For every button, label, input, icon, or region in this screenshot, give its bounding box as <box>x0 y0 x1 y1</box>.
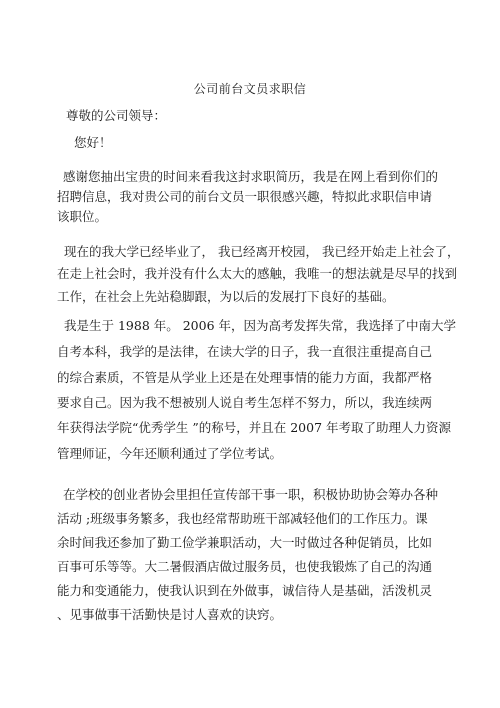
paragraph-3-line-2: 自考本科，我学的是法律，在读大学的日子，我一直很注重提高自己 <box>57 344 433 359</box>
paragraph-4-line-2: 活动 ;班级事务繁多，我也经常帮助班干部减轻他们的工作压力。课 <box>57 511 428 526</box>
paragraph-2-line-1: 现在的我大学已经毕业了， 我已经离开校园， 我已经开始走上社会了， <box>64 244 460 259</box>
paragraph-2-line-3: 工作，在社会上先站稳脚跟，为以后的发展打下良好的基础。 <box>57 289 395 304</box>
paragraph-2-line-2: 在走上社会时，我并没有什么太大的感触，我唯一的想法就是尽早的找到 <box>57 266 458 281</box>
paragraph-4-line-5: 能力和变通能力，使我认识到在外做事，诚信待人是基础，活泼机灵 <box>57 583 433 598</box>
greeting: 您好！ <box>74 135 112 150</box>
paragraph-3-line-3: 的综合素质，不管是从学业上还是在处理事情的能力方面，我都严格 <box>57 370 433 385</box>
paragraph-1-line-1: 感谢您抽出宝贵的时间来看我这封求职简历，我是在网上看到你们的 <box>63 169 439 184</box>
paragraph-3-line-5: 年获得法学院“优秀学生 ”的称号，并且在 2007 年考取了助理人力资源 <box>57 420 452 435</box>
salutation: 尊敬的公司领导： <box>66 108 167 123</box>
paragraph-4-line-6: 、见事做事干活勤快是讨人喜欢的诀窍。 <box>57 607 283 622</box>
page-title: 公司前台文员求职信 <box>193 82 307 96</box>
paragraph-3-line-6: 管理师证，今年还顺利通过了学位考试。 <box>57 446 283 461</box>
paragraph-4-line-1: 在学校的创业者协会里担任宣传部干事一职，积极协助协会筹办各种 <box>63 487 439 502</box>
paragraph-3-line-4: 要求自己。因为我不想被别人说自考生怎样不努力，所以，我连续两 <box>57 395 433 410</box>
paragraph-1-line-3: 该职位。 <box>57 209 108 224</box>
paragraph-3-line-1: 我是生于 1988 年。 2006 年，因为高考发挥失常，我选择了中南大学 <box>64 318 457 333</box>
paragraph-1-line-2: 招聘信息，我对贵公司的前台文员一职很感兴趣，特拟此求职信申请 <box>57 189 433 204</box>
paragraph-4-line-4: 百事可乐等等。大二暑假酒店做过服务员，也使我锻炼了自己的沟通 <box>57 559 433 574</box>
paragraph-4-line-3: 余时间我还参加了勤工俭学兼职活动，大一时做过各种促销员，比如 <box>57 535 433 550</box>
